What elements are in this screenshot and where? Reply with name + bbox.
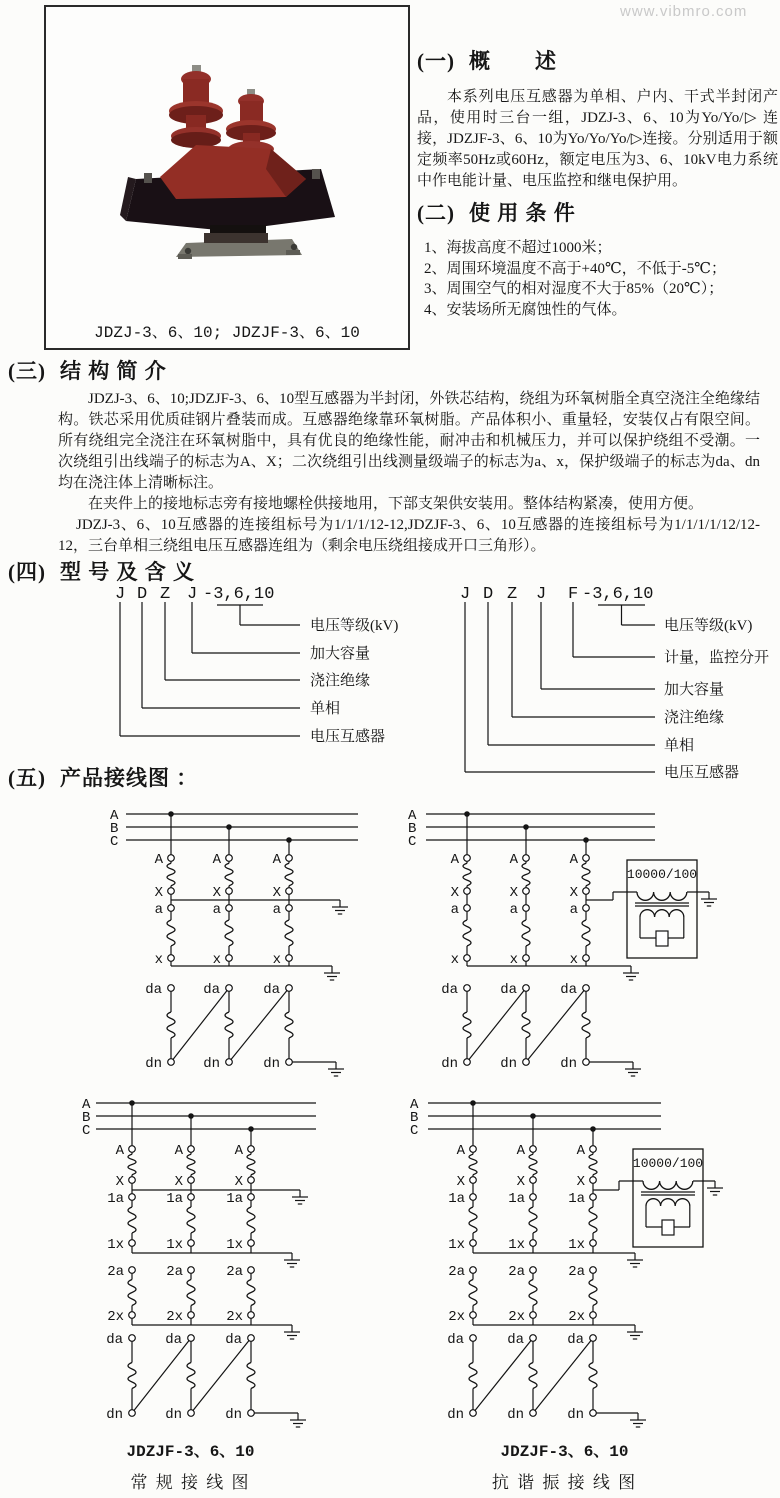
section3-title: 结 构 简 介 (60, 359, 167, 383)
svg-text:dn: dn (567, 1407, 584, 1423)
svg-text:1a: 1a (166, 1191, 183, 1207)
product-photo-box (44, 5, 410, 350)
structure-paragraph: 在夹件上的接地标志旁有接地螺栓供接地用，下部支架供安装用。整体结构紧凑，使用方便。 (88, 496, 704, 512)
svg-text:C: C (82, 1123, 91, 1139)
svg-text:电压互感器: 电压互感器 (310, 729, 386, 745)
svg-text:dn: dn (145, 1056, 162, 1072)
svg-text:X: X (516, 1174, 525, 1190)
svg-text:A: A (154, 852, 163, 868)
wiring-diagram-conventional-3winding (80, 1085, 420, 1442)
svg-text:x: x (569, 952, 578, 968)
svg-text:1x: 1x (448, 1237, 465, 1253)
caption-antiresonance (462, 1438, 667, 1493)
section4-title: 型 号 及 含 义 (60, 560, 195, 584)
svg-text:1a: 1a (508, 1191, 525, 1207)
svg-text:2a: 2a (508, 1264, 525, 1280)
wiring-diagram-conventional-2winding (80, 800, 415, 1097)
svg-text:dn: dn (507, 1407, 524, 1423)
section3-body (58, 389, 760, 557)
svg-text:X: X (154, 885, 163, 901)
svg-text:1x: 1x (226, 1237, 243, 1253)
svg-text:da: da (500, 982, 517, 998)
svg-text:电压等级(kV): 电压等级(kV) (310, 618, 399, 634)
caption-title: 抗 谐 振 接 线 图 (491, 1473, 638, 1492)
svg-text:-3,6,10: -3,6,10 (582, 585, 654, 604)
svg-text:A: A (456, 1143, 465, 1159)
svg-text:J: J (536, 585, 547, 604)
svg-text:Z: Z (160, 585, 171, 604)
svg-text:X: X (450, 885, 459, 901)
svg-text:计量，监控分开: 计量，监控分开 (664, 650, 770, 666)
svg-text:-3,6,10: -3,6,10 (203, 585, 275, 604)
svg-text:da: da (447, 1332, 464, 1348)
svg-text:da: da (203, 982, 220, 998)
svg-text:2a: 2a (448, 1264, 465, 1280)
svg-text:2a: 2a (166, 1264, 183, 1280)
caption-conventional (88, 1438, 293, 1493)
svg-text:da: da (145, 982, 162, 998)
section1-title: 概 述 (469, 49, 557, 73)
svg-text:dn: dn (447, 1407, 464, 1423)
svg-text:浇注绝缘: 浇注绝缘 (664, 710, 725, 726)
svg-text:da: da (507, 1332, 524, 1348)
svg-text:B: B (410, 1110, 419, 1126)
section2-number: (二) (417, 201, 455, 225)
svg-text:x: x (509, 952, 518, 968)
svg-text:A: A (272, 852, 281, 868)
svg-text:x: x (212, 952, 221, 968)
svg-text:浇注绝缘: 浇注绝缘 (310, 673, 371, 689)
svg-text:1x: 1x (166, 1237, 183, 1253)
condition-item: 4、安装场所无腐蚀性的气体。 (424, 301, 627, 318)
svg-text:A: A (212, 852, 221, 868)
svg-text:B: B (408, 821, 417, 837)
svg-text:1a: 1a (107, 1191, 124, 1207)
svg-text:J: J (187, 585, 198, 604)
section5-title: 产品接线图 ： (60, 766, 199, 790)
svg-text:X: X (174, 1174, 183, 1190)
svg-text:Z: Z (507, 585, 518, 604)
section3-heading (8, 355, 167, 385)
svg-text:A: A (450, 852, 459, 868)
condition-item: 1、海拔高度不超过1000米； (424, 240, 612, 256)
svg-text:C: C (408, 834, 417, 850)
svg-text:X: X (115, 1174, 124, 1190)
svg-text:2x: 2x (568, 1309, 585, 1325)
svg-text:B: B (110, 821, 119, 837)
svg-text:电压互感器: 电压互感器 (664, 765, 740, 781)
svg-text:X: X (576, 1174, 585, 1190)
svg-text:A: A (115, 1143, 124, 1159)
svg-text:B: B (82, 1110, 91, 1126)
svg-text:dn: dn (225, 1407, 242, 1423)
svg-text:单相: 单相 (664, 738, 695, 754)
svg-text:1x: 1x (508, 1237, 525, 1253)
svg-text:10000/100: 10000/100 (626, 867, 698, 882)
svg-text:x: x (154, 952, 163, 968)
svg-text:x: x (450, 952, 459, 968)
svg-text:a: a (509, 902, 518, 918)
svg-text:X: X (569, 885, 578, 901)
svg-text:10000/100: 10000/100 (632, 1156, 704, 1171)
svg-text:2x: 2x (226, 1309, 243, 1325)
model-code-diagram-jdzj (100, 580, 445, 757)
svg-text:dn: dn (106, 1407, 123, 1423)
svg-text:2a: 2a (568, 1264, 585, 1280)
svg-text:2x: 2x (166, 1309, 183, 1325)
svg-text:A: A (408, 808, 417, 824)
svg-text:a: a (272, 902, 281, 918)
svg-text:x: x (272, 952, 281, 968)
svg-text:A: A (576, 1143, 585, 1159)
caption-model: JDZJF-3、6、10 (126, 1443, 255, 1461)
section5-heading (8, 762, 198, 792)
svg-text:电压等级(kV): 电压等级(kV) (664, 618, 753, 634)
usage-conditions-list (424, 238, 778, 320)
section3-number: (三) (8, 359, 46, 383)
svg-text:dn: dn (203, 1056, 220, 1072)
svg-text:D: D (137, 585, 148, 604)
svg-text:X: X (509, 885, 518, 901)
svg-text:F: F (568, 585, 579, 604)
svg-text:a: a (450, 902, 459, 918)
svg-text:C: C (110, 834, 119, 850)
svg-text:2x: 2x (448, 1309, 465, 1325)
svg-text:C: C (410, 1123, 419, 1139)
section2-title: 使 用 条 件 (469, 201, 576, 225)
svg-text:a: a (154, 902, 163, 918)
svg-text:a: a (569, 902, 578, 918)
section1-heading (417, 45, 557, 75)
watermark: www.vibmro.com (620, 3, 748, 20)
section5-number: (五) (8, 766, 46, 790)
product-photo-illustration (116, 57, 346, 287)
svg-text:da: da (560, 982, 577, 998)
svg-text:X: X (234, 1174, 243, 1190)
svg-text:加大容量: 加大容量 (310, 646, 371, 662)
product-model-caption: JDZJ-3、6、10; JDZJF-3、6、10 (94, 324, 360, 342)
caption-model: JDZJF-3、6、10 (500, 1443, 629, 1461)
svg-text:2a: 2a (226, 1264, 243, 1280)
svg-text:da: da (106, 1332, 123, 1348)
section1-paragraph: 本系列电压互感器为单相、户内、干式半封闭产品，使用时三台一组，JDZJ-3、6、10为Yo/Yo/▷ 连接，JDZJF-3、6、10为Yo/Yo/Yo/▷连接。分别适用于额定频率50Hz或60Hz，额定电压为3、6、10kV电力系统中作电能计量、电压监控和继电保护用。 (417, 89, 778, 189)
wiring-diagram-antiresonance-3winding (400, 1085, 780, 1442)
svg-text:dn: dn (441, 1056, 458, 1072)
section2-heading (417, 197, 576, 227)
svg-text:A: A (82, 1097, 91, 1113)
svg-text:A: A (516, 1143, 525, 1159)
svg-text:1a: 1a (568, 1191, 585, 1207)
svg-text:D: D (483, 585, 494, 604)
svg-text:da: da (567, 1332, 584, 1348)
svg-text:2x: 2x (107, 1309, 124, 1325)
structure-paragraph: JDZJ-3、6、10;JDZJF-3、6、10型互感器为半封闭，外铁芯结构，绕组为环氧树脂全真空浇注全绝缘结构。铁芯采用优质硅钢片叠装而成。互感器绝缘靠环氧树脂。产品体积小、重量轻，安装仅占有限空间。所有绕组完全浇注在环氧树脂中，具有优良的绝缘性能，耐冲击和机械压力，并可以保护绕组不受潮。一次绕组引出线端子的标志为A、X；二次绕组引出线测量级端子的标志为a、x，保护级端子的标志为da、dn均在浇注体上清晰标注。 (58, 391, 760, 491)
svg-text:1a: 1a (448, 1191, 465, 1207)
svg-text:2a: 2a (107, 1264, 124, 1280)
section1-number: (一) (417, 49, 455, 73)
svg-text:X: X (456, 1174, 465, 1190)
svg-text:da: da (441, 982, 458, 998)
svg-text:dn: dn (263, 1056, 280, 1072)
model-code-diagram-jdzjf (440, 580, 778, 790)
structure-paragraph: JDZJ-3、6、10互感器的连接组标号为1/1/1/12-12,JDZJF-3、6、10互感器的连接组标号为1/1/1/1/12/12-12，三台单相三绕组电压互感器连组为（剩余电压绕组接成开口三角形）。 (58, 517, 760, 554)
svg-text:J: J (460, 585, 471, 604)
svg-text:X: X (272, 885, 281, 901)
svg-text:A: A (234, 1143, 243, 1159)
svg-text:单相: 单相 (310, 701, 341, 717)
svg-text:1a: 1a (226, 1191, 243, 1207)
condition-item: 3、周围空气的相对湿度不大于85%（20℃）； (424, 281, 724, 297)
caption-title: 常 规 接 线 图 (130, 1473, 251, 1492)
svg-text:dn: dn (165, 1407, 182, 1423)
section1-body (417, 87, 778, 192)
condition-item: 2、周围环境温度不高于+40℃，不低于-5℃； (424, 260, 727, 277)
svg-text:A: A (174, 1143, 183, 1159)
svg-text:A: A (410, 1097, 419, 1113)
svg-text:A: A (110, 808, 119, 824)
svg-text:A: A (569, 852, 578, 868)
svg-text:da: da (225, 1332, 242, 1348)
svg-text:J: J (115, 585, 126, 604)
svg-text:dn: dn (500, 1056, 517, 1072)
svg-text:da: da (165, 1332, 182, 1348)
svg-text:1x: 1x (107, 1237, 124, 1253)
svg-text:1x: 1x (568, 1237, 585, 1253)
svg-text:2x: 2x (508, 1309, 525, 1325)
section4-number: (四) (8, 560, 46, 584)
svg-text:a: a (212, 902, 221, 918)
svg-text:dn: dn (560, 1056, 577, 1072)
svg-text:A: A (509, 852, 518, 868)
wiring-diagram-antiresonance-2winding (400, 800, 780, 1097)
svg-text:加大容量: 加大容量 (664, 682, 725, 698)
svg-text:X: X (212, 885, 221, 901)
svg-text:da: da (263, 982, 280, 998)
